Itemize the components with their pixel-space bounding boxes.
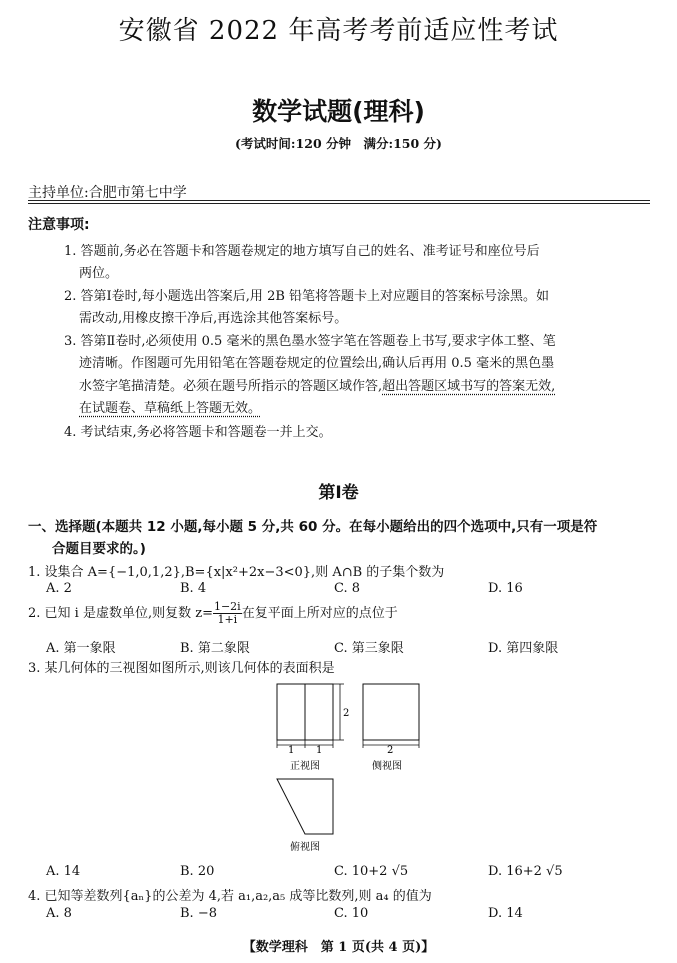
q2-stem-pre: 2. 已知 i 是虚数单位,则复数 z=	[28, 606, 213, 621]
notice-line	[79, 375, 555, 394]
notice-line: 3. 答第Ⅱ卷时,必须使用 0.5 毫米的黑色墨水签字笔在答题卷上书写,要求字体工整、笔	[64, 334, 556, 349]
q1-option-b: B. 4	[180, 581, 207, 596]
q2-option-a: A. 第一象限	[46, 641, 116, 656]
notice-line: 4. 考试结束,务必将答题卡和答题卷一并上交。	[64, 425, 332, 440]
notice-heading: 注意事项:	[28, 217, 90, 233]
three-view-figure	[270, 676, 430, 854]
divider-bottom	[28, 203, 650, 204]
notice-line-part: 水签字笔描清楚。必须在题号所指示的答题区域作答,	[79, 379, 383, 394]
q2-option-d: D. 第四象限	[488, 641, 559, 656]
notice-emphasis: 超出答题区域书写的答案无效,	[382, 379, 556, 394]
q4-option-a: A. 8	[46, 906, 72, 921]
q3-option-c: C. 10+2 √5	[334, 864, 409, 879]
q1-option-d: D. 16	[488, 581, 523, 596]
notice-emphasis: 在试题卷、草稿纸上答题无效。	[79, 401, 262, 416]
q3-option-b: B. 20	[180, 864, 215, 879]
notice-line: 两位。	[79, 266, 119, 281]
exam-title: 安徽省 2022 年高考考前适应性考试	[118, 16, 559, 46]
dim-side: 2	[387, 745, 394, 756]
q4-option-b: B. −8	[180, 906, 217, 921]
q2-option-b: B. 第二象限	[180, 641, 250, 656]
notice-line: 需改动,用橡皮擦干净后,再选涂其他答案标号。	[79, 311, 348, 326]
q1-option-c: C. 8	[334, 581, 361, 596]
divider-top	[28, 200, 650, 201]
dim-w2: 1	[316, 745, 323, 756]
q2-stem-post: 在复平面上所对应的点位于	[241, 606, 398, 621]
q2-frac-num: 1−2i	[213, 600, 241, 613]
q3-option-d: D. 16+2 √5	[488, 864, 563, 879]
front-view	[277, 684, 344, 748]
question-1-stem: 1. 设集合 A={−1,0,1,2},B={x|x²+2x−3<0},则 A∩B 的子集个数为	[28, 565, 445, 580]
subject-title: 数学试题(理科)	[252, 97, 425, 126]
side-view	[363, 684, 419, 748]
top-view	[277, 779, 333, 834]
q4-option-d: D. 14	[488, 906, 523, 921]
question-4-stem: 4. 已知等差数列{aₙ}的公差为 4,若 a₁,a₂,a₅ 成等比数列,则 a₄ 的值为	[28, 889, 432, 904]
q2-option-c: C. 第三象限	[334, 641, 404, 656]
top-view-label: 俯视图	[290, 842, 320, 853]
notice-line: 1. 答题前,务必在答题卡和答题卷规定的地方填写自己的姓名、准考证号和座位号后	[64, 244, 540, 259]
q2-frac-den: 1+i	[217, 613, 238, 626]
time-info: (考试时间:120 分钟 满分:150 分)	[235, 136, 442, 151]
q4-option-c: C. 10	[334, 906, 369, 921]
notice-line	[79, 397, 261, 416]
part-heading-cont: 合题目要求的。)	[52, 541, 146, 557]
dim-height: 2	[343, 708, 350, 719]
front-view-label: 正视图	[290, 761, 320, 772]
section-title: 第Ⅰ卷	[318, 483, 359, 503]
q2-fraction	[213, 601, 242, 626]
question-3-stem: 3. 某几何体的三视图如图所示,则该几何体的表面积是	[28, 661, 335, 676]
notice-line: 2. 答第Ⅰ卷时,每小题选出答案后,用 2B 铅笔将答题卡上对应题目的答案标号涂黑。如	[64, 289, 550, 304]
part-heading: 一、选择题(本题共 12 小题,每小题 5 分,共 60 分。在每小题给出的四个选项中,只有一项是符	[28, 519, 598, 535]
notice-line: 迹清晰。作图题可先用铅笔在答题卷规定的位置绘出,确认后再用 0.5 毫米的黑色墨	[79, 356, 555, 371]
question-2-stem	[28, 601, 398, 626]
dim-w1: 1	[288, 745, 295, 756]
host-unit: 主持单位:合肥市第七中学	[28, 185, 187, 201]
q3-option-a: A. 14	[46, 864, 81, 879]
page-footer: 【数学理科 第 1 页(共 4 页)】	[242, 940, 435, 955]
q1-option-a: A. 2	[46, 581, 72, 596]
side-view-label: 侧视图	[372, 761, 402, 772]
